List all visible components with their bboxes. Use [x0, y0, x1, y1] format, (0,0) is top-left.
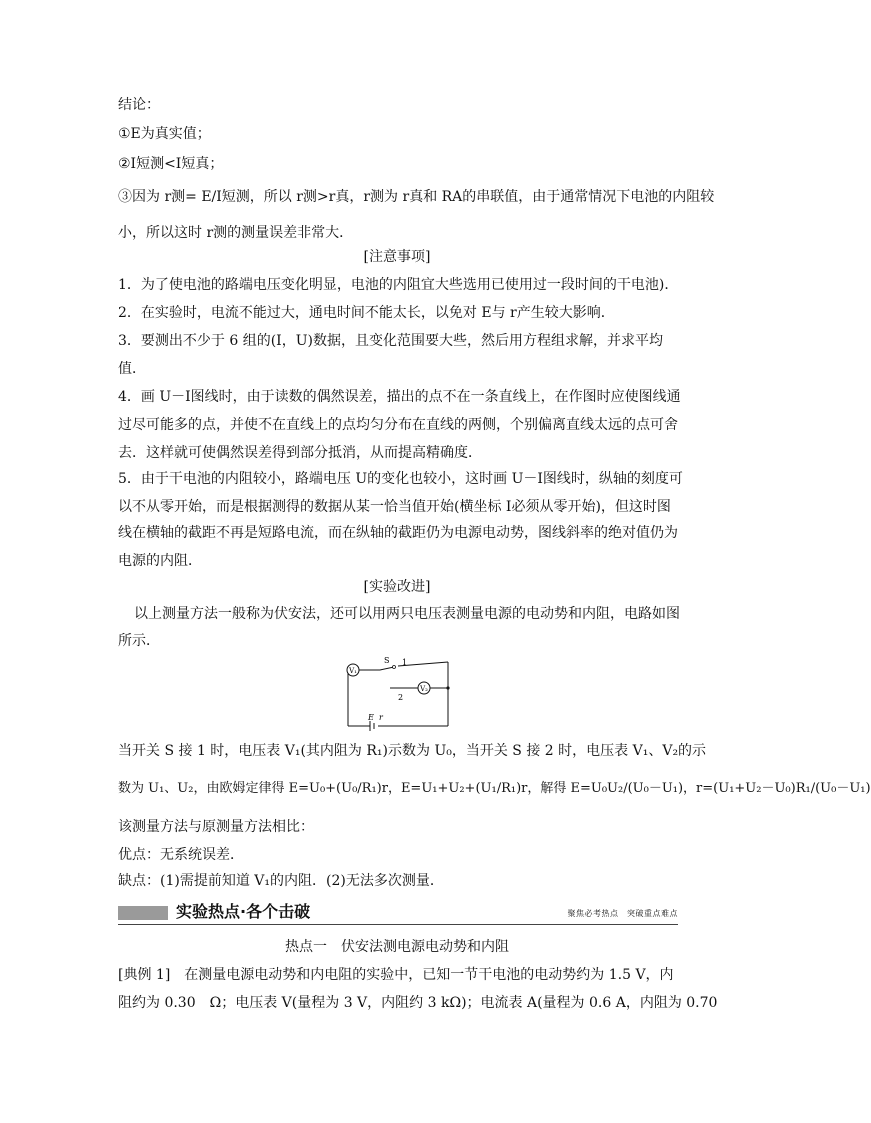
improvement-line-1: 当开关 S 接 1 时，电压表 V₁(其内阻为 R₁)示数为 U₀，当开关 S 接 2 时，电压表 V₁、V₂的示	[118, 743, 707, 759]
improvement-compare: 该测量方法与原测量方法相比：	[118, 819, 314, 835]
notes-line-1: 1．为了使电池的路端电压变化明显，电池的内阻宜大些选用已使用过一段时间的干电池)．	[118, 277, 679, 293]
improvement-line-2: 数为 U₁、U₂，由欧姆定律得 E=U₀+(U₀/R₁)r，E=U₁+U₂+(U₁/R₁)r，解得 E=U₀U₂/(U₀－U₁)，r=(U₁+U₂－U₀)R₁/(U₀－U₁)	[118, 781, 871, 796]
banner-divider	[118, 924, 678, 925]
section-title: 实验热点·各个击破	[176, 902, 311, 921]
voltmeter-v1-icon	[347, 664, 359, 676]
conclusion-item-1: ①E为真实值；	[118, 126, 211, 142]
section-banner	[118, 902, 678, 924]
notes-line-5: 4．画 U－I图线时，由于读数的偶然误差，描出的点不在一条直线上，在作图时应使图线通	[118, 389, 681, 405]
notes-line-2: 2．在实验时，电流不能过大，通电时间不能太长，以免对 E与 r产生较大影响．	[118, 305, 615, 321]
section-tag: 聚焦必考热点 突破重点难点	[567, 909, 678, 918]
svg-text:V₁: V₁	[349, 667, 357, 675]
improvement-intro-line-1: 以上测量方法一般称为伏安法，还可以用两只电压表测量电源的电动势和内阻，电路如图	[134, 606, 680, 622]
conclusion-item-3-line-2: 小，所以这时 r测的测量误差非常大．	[118, 225, 354, 241]
improvement-cons: 缺点：(1)需提前知道 V₁的内阻．(2)无法多次测量．	[118, 873, 444, 889]
switch-label: S	[384, 656, 390, 665]
notes-title: [注意事项]	[363, 249, 431, 265]
voltmeter-v2-icon	[418, 682, 430, 694]
circuit-diagram	[330, 656, 450, 730]
conclusion-item-2: ②I短测<I短真；	[118, 156, 224, 172]
notes-line-7: 去．这样就可使偶然误差得到部分抵消，从而提高精确度．	[118, 445, 482, 461]
hotspot-line-2: 阻约为 0.30 Ω；电压表 V(量程为 3 V，内阻约 3 kΩ)；电流表 A(量程为 0.6 A，内阻为 0.70	[118, 995, 718, 1011]
terminal-2-label: 2	[398, 693, 404, 702]
improvement-intro-line-2: 所示．	[118, 633, 160, 649]
svg-text:V₂: V₂	[420, 685, 428, 693]
hotspot-line-1: [典例 1] 在测量电源电动势和内电阻的实验中，已知一节干电池的电动势约为 1.5 V，内	[118, 967, 674, 983]
internal-resistance-label: r	[379, 713, 383, 722]
conclusion-item-3-line-1: ③因为 r测= E/I短测，所以 r测>r真，r测为 r真和 RA的串联值，由于通常情况下电池的内阻较	[118, 189, 715, 205]
notes-line-4: 值．	[118, 361, 146, 377]
switch-contact-icon	[393, 666, 396, 669]
hotspot-title: 热点一 伏安法测电源电动势和内阻	[285, 939, 509, 955]
improvement-title: [实验改进]	[363, 579, 431, 595]
notes-line-8: 5．由于干电池的内阻较小，路端电压 U的变化也较小，这时画 U－I图线时，纵轴的刻度可	[118, 471, 683, 487]
conclusion-heading: 结论：	[118, 97, 160, 113]
notes-line-10: 线在横轴的截距不再是短路电流，而在纵轴的截距仍为电源电动势，图线斜率的绝对值仍为	[118, 525, 678, 541]
banner-bar	[118, 906, 168, 920]
terminal-1-label: 1	[402, 658, 408, 667]
notes-line-11: 电源的内阻．	[118, 553, 202, 569]
junction-dot-icon	[446, 686, 449, 689]
improvement-pros: 优点：无系统误差．	[118, 847, 244, 863]
emf-label: E	[368, 713, 374, 722]
notes-line-3: 3．要测出不少于 6 组的(I，U)数据，且变化范围要大些，然后用方程组求解，并求平均	[118, 333, 663, 349]
notes-line-6: 过尽可能多的点，并使不在直线上的点均匀分布在直线的两侧，个别偏离直线太远的点可舍	[118, 417, 678, 433]
notes-line-9: 以不从零开始，而是根据测得的数据从某一恰当值开始(横坐标 I必须从零开始)，但这时图	[118, 499, 671, 515]
